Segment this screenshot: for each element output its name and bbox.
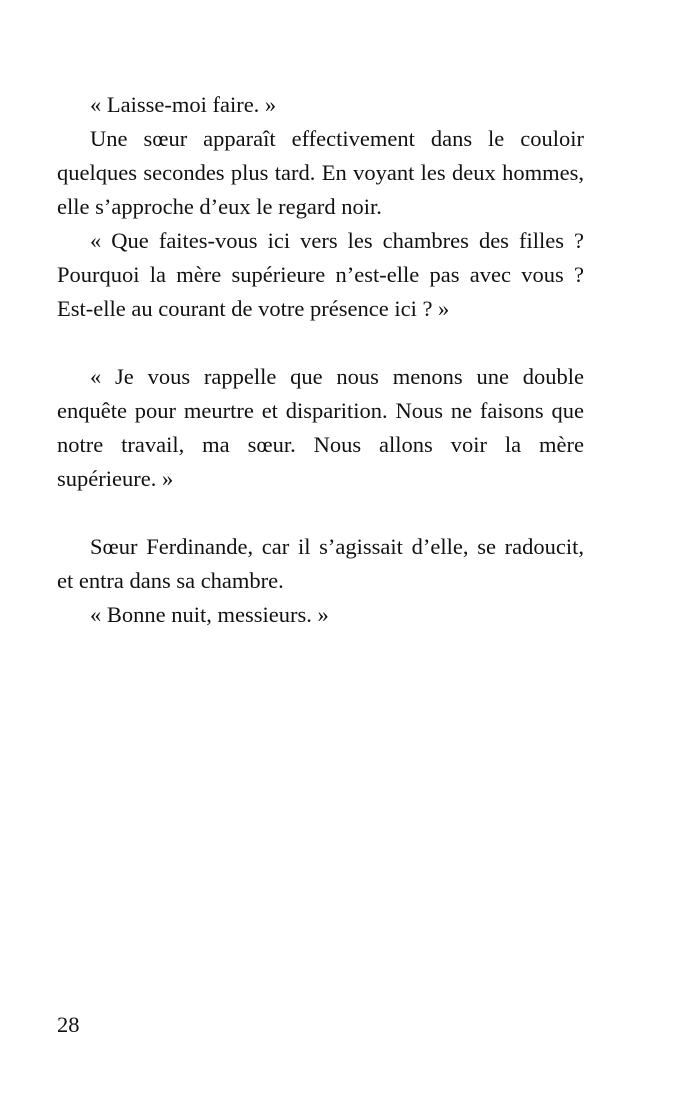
paragraph-spacer [57, 496, 584, 530]
paragraph: « Je vous rappelle que nous menons une double enquête pour meurtre et disparition. Nous ne faisons que notre travail, ma sœur. Nous allons voir la mère supérieure. » [57, 364, 584, 491]
page-number: 28 [57, 1012, 80, 1037]
paragraph-spacer [57, 326, 584, 360]
paragraph: Sœur Ferdinande, car il s’agissait d’elle, se radoucit, et entra dans sa chambre. [57, 534, 584, 593]
paragraph: Une sœur apparaît effectivement dans le couloir quelques secondes plus tard. En voyant les deux hommes, elle s’approche d’eux le regard noir. [57, 126, 584, 219]
paragraph: « Que faites-vous ici vers les chambres des filles ? Pourquoi la mère supérieure n’est-elle pas avec vous ? Est-elle au courant de votre présence ici ? » [57, 228, 584, 321]
page-body [57, 88, 584, 632]
paragraph: « Laisse-moi faire. » [90, 92, 277, 117]
paragraph: « Bonne nuit, messieurs. » [90, 602, 329, 627]
